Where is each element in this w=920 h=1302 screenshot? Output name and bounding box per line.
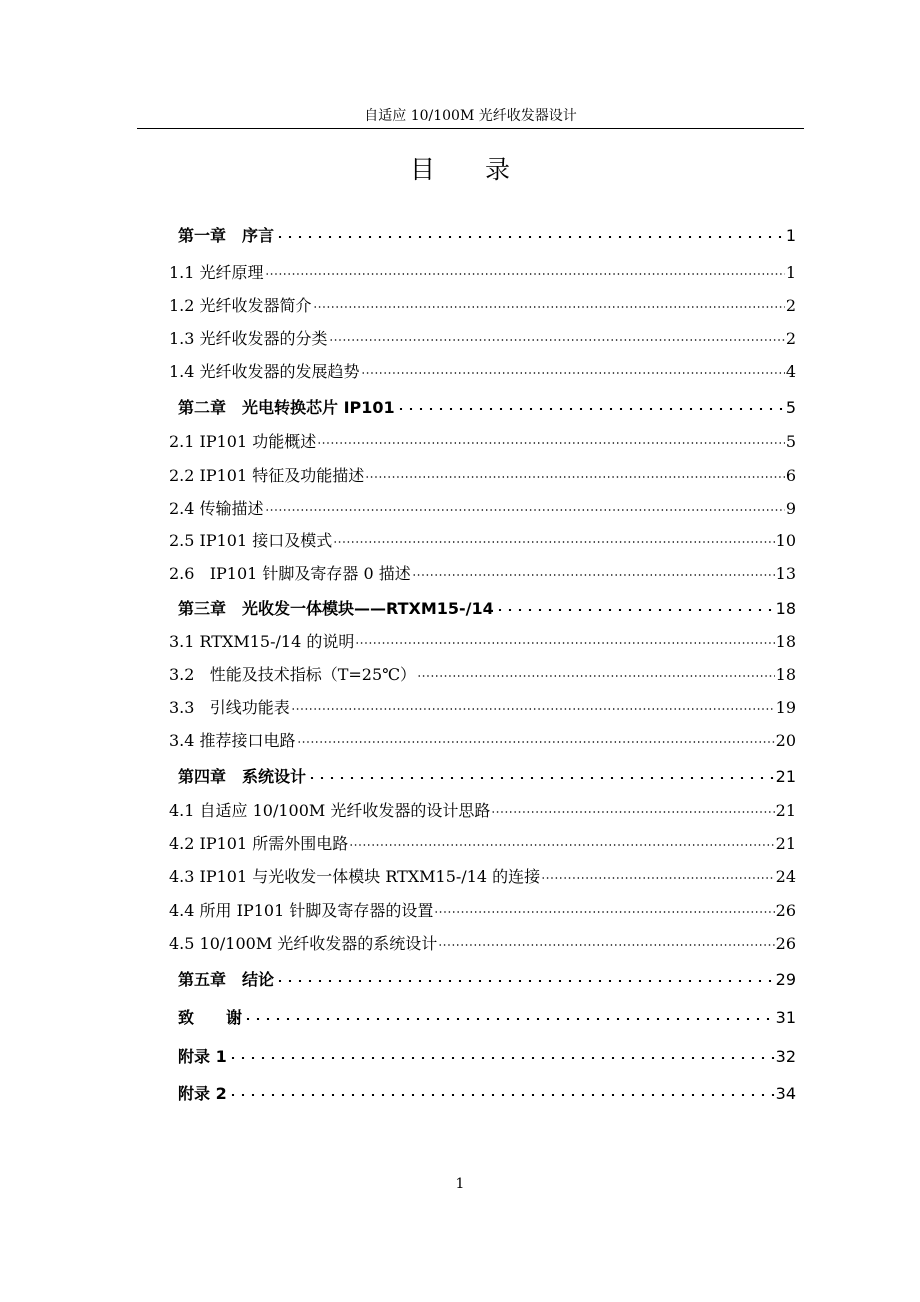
- toc-section-entry[interactable]: [169, 259, 796, 287]
- toc-entry-page-number: 4: [785, 362, 796, 381]
- dot-leader: [265, 273, 785, 275]
- toc-entry-label: 第四章 系统设计: [178, 767, 307, 786]
- toc-entry-label: 4.4 所用 IP101 针脚及寄存器的设置: [169, 901, 434, 920]
- toc-entry-label: 附录 2: [178, 1084, 227, 1103]
- toc-chapter-entry[interactable]: [178, 394, 796, 422]
- toc-entry-label: 1.4 光纤收发器的发展趋势: [169, 362, 360, 381]
- toc-entry-label: 第二章 光电转换芯片 IP101: [178, 398, 395, 417]
- toc-entry-page-number: 18: [775, 665, 796, 684]
- page-number: 1: [455, 1176, 465, 1192]
- toc-entry-page-number: 19: [775, 698, 796, 717]
- dot-leader: [495, 609, 775, 611]
- toc-section-entry[interactable]: [169, 727, 796, 755]
- toc-section-entry[interactable]: [169, 462, 796, 490]
- dot-leader: [243, 1018, 775, 1020]
- toc-entry-page-number: 9: [785, 499, 796, 518]
- toc-title: 目录: [409, 155, 560, 184]
- toc-entry-label: 4.2 IP101 所需外围电路: [169, 834, 349, 853]
- dot-leader: [541, 877, 774, 879]
- toc-entry-page-number: 2: [785, 329, 796, 348]
- toc-chapter-entry[interactable]: [178, 966, 796, 994]
- toc-section-entry[interactable]: [169, 694, 796, 722]
- dot-leader: [297, 741, 775, 743]
- dot-leader: [291, 708, 775, 710]
- toc-chapter-entry[interactable]: [178, 763, 796, 791]
- toc-chapter-entry[interactable]: [178, 1004, 796, 1032]
- toc-entry-page-number: 13: [775, 564, 796, 583]
- toc-entry-page-number: 31: [775, 1008, 796, 1027]
- toc-entry-page-number: 1: [785, 263, 796, 282]
- toc-entry-label: 第一章 序言: [178, 226, 275, 245]
- dot-leader: [329, 339, 785, 341]
- toc-entry-label: 1.1 光纤原理: [169, 263, 264, 282]
- dot-leader: [317, 442, 785, 444]
- toc-section-entry[interactable]: [169, 358, 796, 386]
- toc-chapter-entry[interactable]: [178, 1080, 796, 1108]
- toc-entry-label: 2.5 IP101 接口及模式: [169, 531, 333, 550]
- toc-section-entry[interactable]: [169, 897, 796, 925]
- toc-entry-label: 3.3 引线功能表: [169, 698, 290, 717]
- toc-entry-page-number: 18: [775, 599, 796, 618]
- toc-section-entry[interactable]: [169, 661, 796, 689]
- toc-chapter-entry[interactable]: [178, 595, 796, 623]
- dot-leader: [275, 236, 785, 238]
- toc-section-entry[interactable]: [169, 930, 796, 958]
- dot-leader: [434, 911, 774, 913]
- toc-entry-page-number: 20: [775, 731, 796, 750]
- toc-entry-page-number: 10: [775, 531, 796, 550]
- dot-leader: [333, 541, 774, 543]
- dot-leader: [438, 944, 774, 946]
- toc-entry-page-number: 21: [775, 801, 796, 820]
- toc-entry-label: 致 谢: [178, 1008, 243, 1027]
- toc-chapter-entry[interactable]: [178, 1043, 796, 1071]
- dot-leader: [228, 1094, 775, 1096]
- toc-entry-page-number: 1: [785, 226, 796, 245]
- toc-entry-page-number: 26: [775, 901, 796, 920]
- toc-entry-page-number: 32: [775, 1047, 796, 1066]
- dot-leader: [307, 777, 775, 779]
- dot-leader: [275, 980, 775, 982]
- toc-entry-label: 3.4 推荐接口电路: [169, 731, 296, 750]
- toc-section-entry[interactable]: [169, 527, 796, 555]
- toc-entry-label: 2.1 IP101 功能概述: [169, 432, 317, 451]
- toc-entry-label: 1.2 光纤收发器简介: [169, 296, 312, 315]
- dot-leader: [491, 811, 774, 813]
- toc-section-entry[interactable]: [169, 428, 796, 456]
- toc-entry-label: 2.4 传输描述: [169, 499, 264, 518]
- toc-entry-page-number: 29: [775, 970, 796, 989]
- toc-entry-label: 1.3 光纤收发器的分类: [169, 329, 328, 348]
- toc-entry-page-number: 18: [775, 632, 796, 651]
- toc-entry-page-number: 24: [775, 867, 796, 886]
- toc-entry-label: 2.2 IP101 特征及功能描述: [169, 466, 365, 485]
- toc-entry-page-number: 26: [775, 934, 796, 953]
- running-header: 自适应 10/100M 光纤收发器设计: [364, 108, 577, 124]
- toc-entry-page-number: 34: [775, 1084, 796, 1103]
- dot-leader: [228, 1057, 775, 1059]
- toc-entry-page-number: 5: [785, 398, 796, 417]
- toc-entry-label: 3.2 性能及技术指标（T=25℃）: [169, 665, 417, 684]
- toc-section-entry[interactable]: [169, 628, 796, 656]
- toc-entry-page-number: 2: [785, 296, 796, 315]
- toc-section-entry[interactable]: [169, 863, 796, 891]
- header-rule: [137, 128, 804, 129]
- dot-leader: [361, 372, 785, 374]
- toc-entry-label: 第三章 光收发一体模块——RTXM15-/14: [178, 599, 494, 618]
- toc-entry-label: 3.1 RTXM15-/14 的说明: [169, 632, 355, 651]
- dot-leader: [396, 408, 785, 410]
- dot-leader: [349, 844, 774, 846]
- toc-entry-page-number: 21: [775, 767, 796, 786]
- toc-chapter-entry[interactable]: [178, 222, 796, 250]
- dot-leader: [417, 675, 775, 677]
- toc-entry-label: 附录 1: [178, 1047, 227, 1066]
- toc-section-entry[interactable]: [169, 560, 796, 588]
- toc-entry-label: 2.6 IP101 针脚及寄存器 0 描述: [169, 564, 411, 583]
- toc-section-entry[interactable]: [169, 292, 796, 320]
- toc-entry-label: 4.5 10/100M 光纤收发器的系统设计: [169, 934, 438, 953]
- toc-entry-page-number: 21: [775, 834, 796, 853]
- toc-section-entry[interactable]: [169, 797, 796, 825]
- dot-leader: [365, 476, 785, 478]
- toc-entry-label: 4.3 IP101 与光收发一体模块 RTXM15-/14 的连接: [169, 867, 541, 886]
- toc-entry-label: 4.1 自适应 10/100M 光纤收发器的设计思路: [169, 801, 491, 820]
- dot-leader: [265, 509, 785, 511]
- toc-entry-page-number: 5: [785, 432, 796, 451]
- toc-section-entry[interactable]: [169, 325, 796, 353]
- dot-leader: [355, 642, 774, 644]
- toc-section-entry[interactable]: [169, 830, 796, 858]
- toc-entry-label: 第五章 结论: [178, 970, 275, 989]
- toc-entry-page-number: 6: [785, 466, 796, 485]
- dot-leader: [412, 574, 775, 576]
- toc-section-entry[interactable]: [169, 495, 796, 523]
- dot-leader: [313, 306, 785, 308]
